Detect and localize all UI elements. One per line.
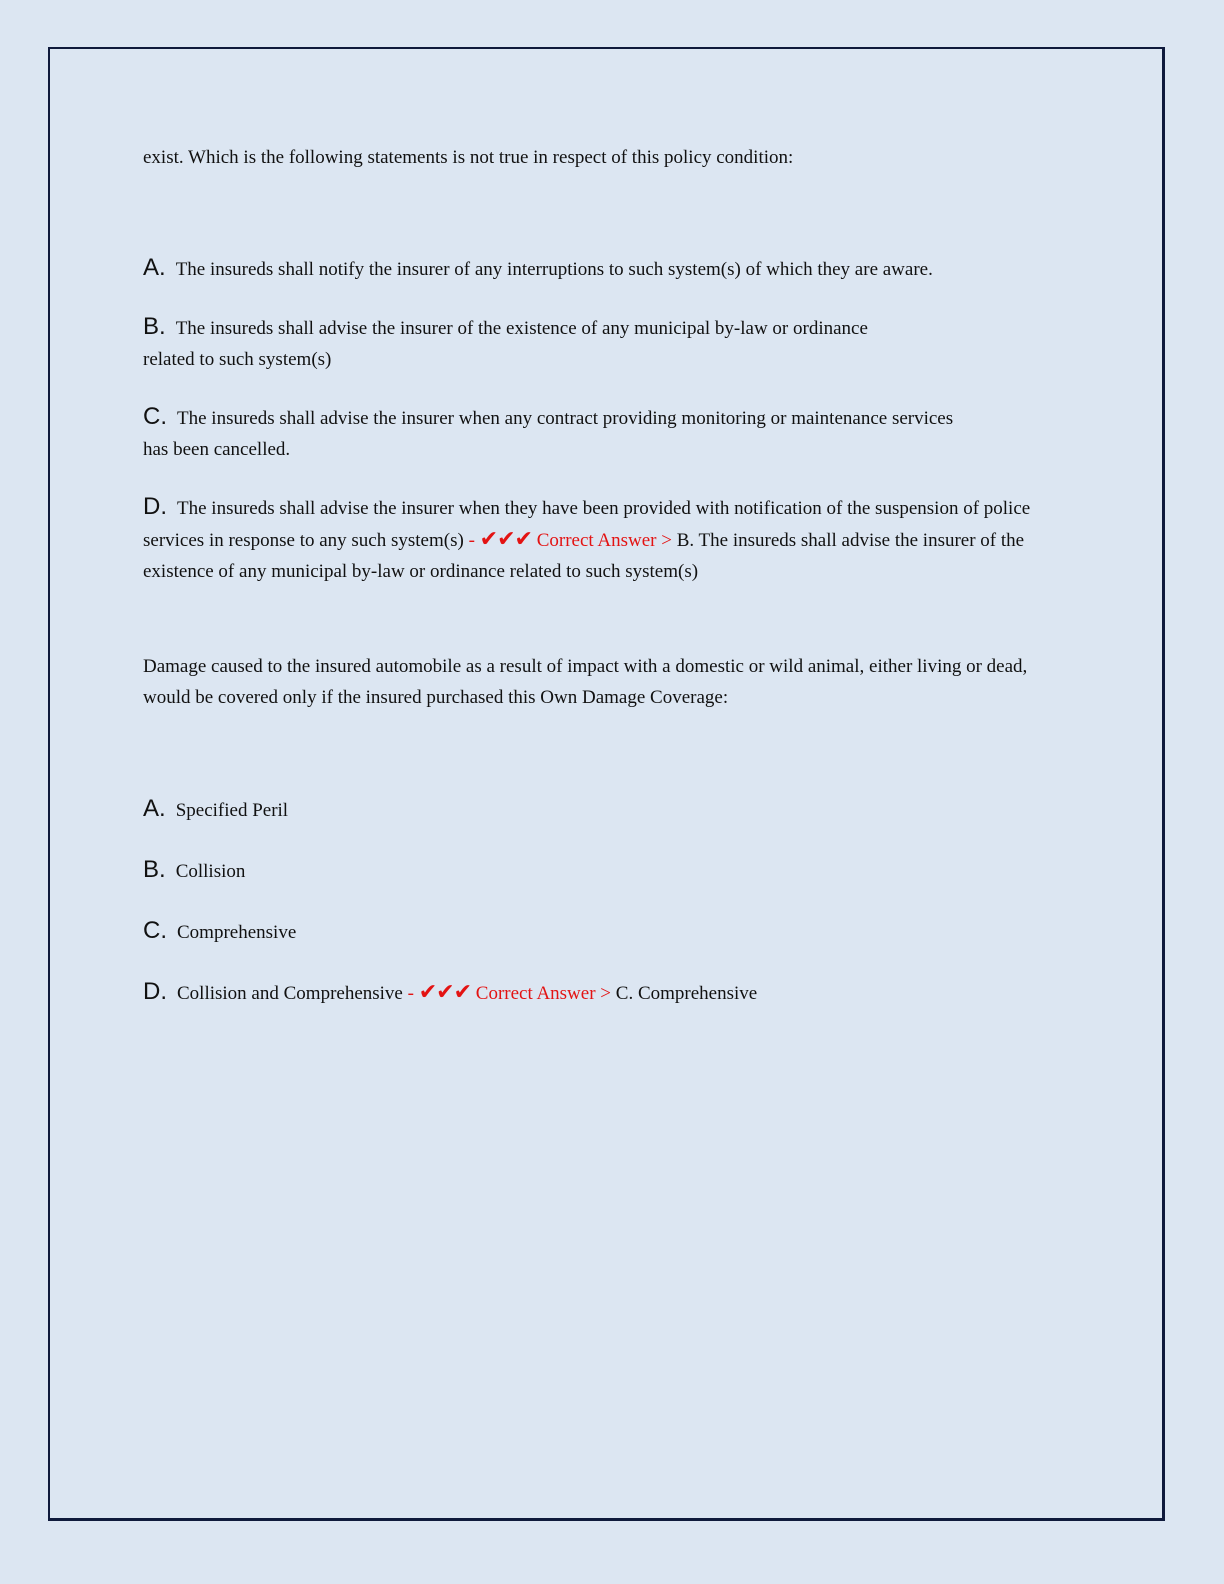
- correct-answer-label: Correct Answer >: [531, 530, 677, 551]
- option-letter: A.: [143, 795, 166, 822]
- option-text-continued: has been cancelled.: [143, 439, 291, 460]
- question-1-options: [143, 252, 1073, 587]
- option-a: [143, 793, 1073, 826]
- option-text: The insureds shall notify the insurer of any interruptions to such system(s) of which they are aware.: [175, 259, 933, 280]
- option-letter: D.: [143, 978, 167, 1005]
- option-letter: C.: [143, 403, 167, 430]
- option-text: The insureds shall advise the insurer when they have been provided with notification of the suspension of police services in response to any such system(s): [143, 498, 1031, 551]
- option-text: The insureds shall advise the insurer of the existence of any municipal by-law or ordinance: [175, 318, 868, 339]
- option-b: [143, 311, 1073, 375]
- question-2-options: [143, 793, 1073, 1009]
- document-content: [143, 142, 1073, 1037]
- correct-answer-text: C. Comprehensive: [615, 983, 758, 1004]
- option-letter: C.: [143, 917, 167, 944]
- option-text: Comprehensive: [177, 922, 297, 943]
- answer-prefix: -: [463, 530, 480, 551]
- option-a: [143, 252, 1073, 285]
- question-1-intro: exist. Which is the following statements is not true in respect of this policy condition:: [143, 147, 794, 168]
- option-text: Specified Peril: [175, 800, 289, 821]
- option-text-continued: related to such system(s): [143, 349, 332, 370]
- option-c: [143, 401, 1073, 465]
- option-c: [143, 915, 1073, 948]
- option-b: [143, 854, 1073, 887]
- checkmark-icon: ✔✔✔: [418, 980, 472, 1005]
- option-d: [143, 491, 1073, 587]
- option-text: The insureds shall advise the insurer when any contract providing monitoring or maintenance services: [177, 408, 954, 429]
- option-text: Collision: [175, 861, 246, 882]
- answer-prefix: -: [402, 983, 419, 1004]
- option-text: Collision and Comprehensive: [177, 983, 403, 1004]
- checkmark-icon: ✔✔✔: [479, 527, 532, 552]
- correct-answer-label: Correct Answer >: [471, 983, 616, 1004]
- option-letter: B.: [143, 856, 166, 883]
- option-letter: A.: [143, 254, 166, 281]
- question-2-text: Damage caused to the insured automobile as a result of impact with a domestic or wild animal, either living or dead, would be covered only if the insured purchased this Own Damage Coverage:: [143, 656, 1028, 708]
- option-letter: B.: [143, 313, 166, 340]
- correct-answer-text: B. The insureds shall advise the insurer of the existence of any municipal by-law or ordinance related to such system(s): [143, 530, 1025, 582]
- option-letter: D.: [143, 493, 167, 520]
- option-d: [143, 976, 1073, 1009]
